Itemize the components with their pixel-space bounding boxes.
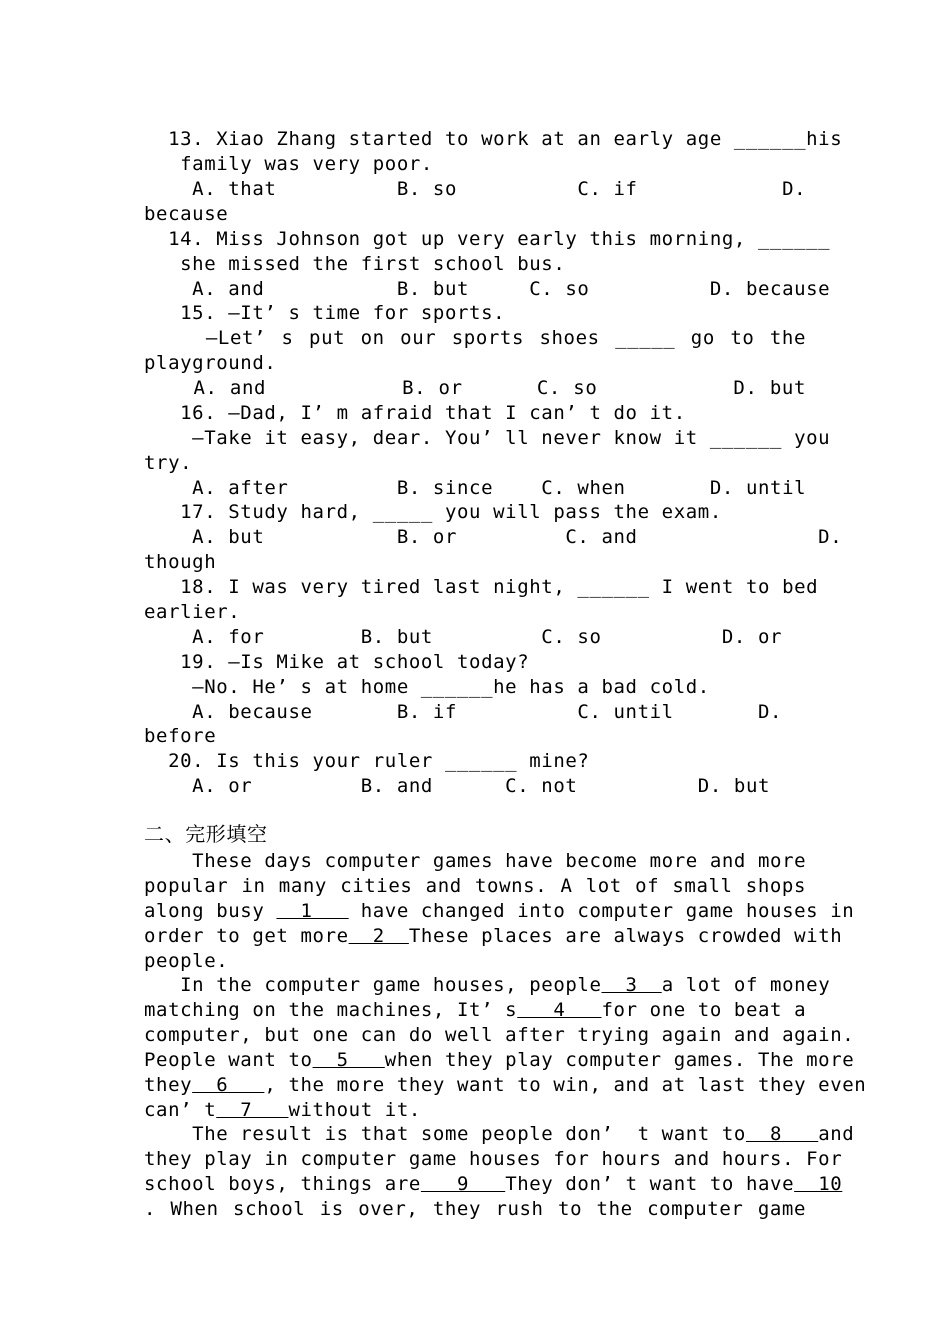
question-line: A. that B. so C. if D. xyxy=(144,178,807,200)
question-line: A. or B. and C. not D. but xyxy=(144,775,771,797)
question-line: 20. Is this your ruler ______ mine? xyxy=(144,750,590,772)
passage-text: . When school is over, they rush to the computer game xyxy=(144,1198,806,1220)
question-line: A. because B. if C. until D. xyxy=(144,701,783,723)
question-line: because xyxy=(144,203,229,225)
passage-line xyxy=(144,973,831,998)
blank-number: 7 xyxy=(216,1099,289,1121)
passage-text: school boys, things are xyxy=(144,1173,421,1195)
blank-number: 2 xyxy=(348,925,409,947)
passage-text: when they play computer games. The more xyxy=(384,1049,855,1071)
question-line: family was very poor. xyxy=(144,153,433,175)
blank-number: 1 xyxy=(276,900,349,922)
question-line: though xyxy=(144,551,217,573)
passage-text: They don’ t want to have xyxy=(505,1173,795,1195)
section-heading: 二、完形填空 xyxy=(144,822,268,846)
blank-number: 4 xyxy=(517,999,602,1021)
passage-text: popular in many cities and towns. A lot of small shops xyxy=(144,875,806,897)
passage-line xyxy=(144,1122,855,1147)
question-line: A. and B. or C. so D. but xyxy=(144,377,806,399)
passage-text: have changed into computer game houses in xyxy=(348,900,855,922)
passage-text: they play in computer game houses for hours and hours. For xyxy=(144,1148,843,1170)
passage-text: , the more they want to win, and at last they even xyxy=(264,1074,867,1096)
passage-text: The result is that some people don’ t want to xyxy=(144,1123,746,1145)
question-line: —Take it easy, dear. You’ ll never know it ______ you xyxy=(144,427,831,449)
passage-line xyxy=(144,874,806,899)
passage-text: can’ t xyxy=(144,1099,217,1121)
passage-line xyxy=(144,899,855,924)
question-line: she missed the first school bus. xyxy=(144,253,566,275)
question-line: 19. —Is Mike at school today? xyxy=(144,651,530,673)
question-line: 18. I was very tired last night, ______ I went to bed xyxy=(144,576,819,598)
passage-text: along busy xyxy=(144,900,277,922)
passage-text: and xyxy=(818,1123,855,1145)
question-line: try. xyxy=(144,452,193,474)
passage-text: a lot of money xyxy=(661,974,831,996)
passage-text: matching on the machines, It’ s xyxy=(144,999,518,1021)
passage-line xyxy=(144,924,843,949)
blank-number: 8 xyxy=(745,1123,819,1145)
blank-number: 3 xyxy=(601,974,662,996)
question-line: —No. He’ s at home ______he has a bad cold. xyxy=(144,676,710,698)
blank-number: 10 xyxy=(794,1173,843,1195)
passage-text: order to get more xyxy=(144,925,349,947)
passage-text: These days computer games have become more and more xyxy=(144,850,807,872)
question-line: A. but B. or C. and D. xyxy=(144,526,843,548)
passage-text: without it. xyxy=(288,1099,421,1121)
passage-line xyxy=(144,1048,855,1073)
passage-line xyxy=(144,1098,806,1123)
passage-line xyxy=(144,1023,855,1048)
question-line: A. after B. since C. when D. until xyxy=(144,477,807,499)
question-line: earlier. xyxy=(144,601,241,623)
passage-line xyxy=(144,1073,867,1098)
question-line: A. for B. but C. so D. or xyxy=(144,626,783,648)
question-line: —Let’ s put on our sports shoes _____ go to the xyxy=(144,327,806,349)
question-line: playground. xyxy=(144,352,277,374)
question-line: 13. Xiao Zhang started to work at an early age ______his xyxy=(144,128,843,150)
passage-line xyxy=(144,1197,806,1222)
passage-line xyxy=(144,949,806,974)
passage-text: These places are always crowded with xyxy=(408,925,843,947)
blank-number: 9 xyxy=(420,1173,506,1195)
passage-text: for one to beat a xyxy=(601,999,807,1021)
blank-number: 6 xyxy=(192,1074,265,1096)
passage-text: People want to xyxy=(144,1049,313,1071)
question-line: 14. Miss Johnson got up very early this morning, ______ xyxy=(144,228,831,250)
passage-text: they xyxy=(144,1074,193,1096)
question-line: 16. —Dad, I’ m afraid that I can’ t do it. xyxy=(144,402,686,424)
passage-line xyxy=(144,849,806,874)
passage-text: people. xyxy=(144,950,229,972)
passage-text: computer, but one can do well after trying again and again. xyxy=(144,1024,855,1046)
passage-line xyxy=(144,1172,843,1197)
passage-text: In the computer game houses, people xyxy=(144,974,602,996)
passage-line xyxy=(144,1147,843,1172)
blank-number: 5 xyxy=(312,1049,385,1071)
passage-line xyxy=(144,998,806,1023)
question-line: 15. —It’ s time for sports. xyxy=(144,302,506,324)
question-line: A. and B. but C. so D. because xyxy=(144,278,831,300)
question-line: 17. Study hard, _____ you will pass the exam. xyxy=(144,501,722,523)
question-line: before xyxy=(144,725,217,747)
